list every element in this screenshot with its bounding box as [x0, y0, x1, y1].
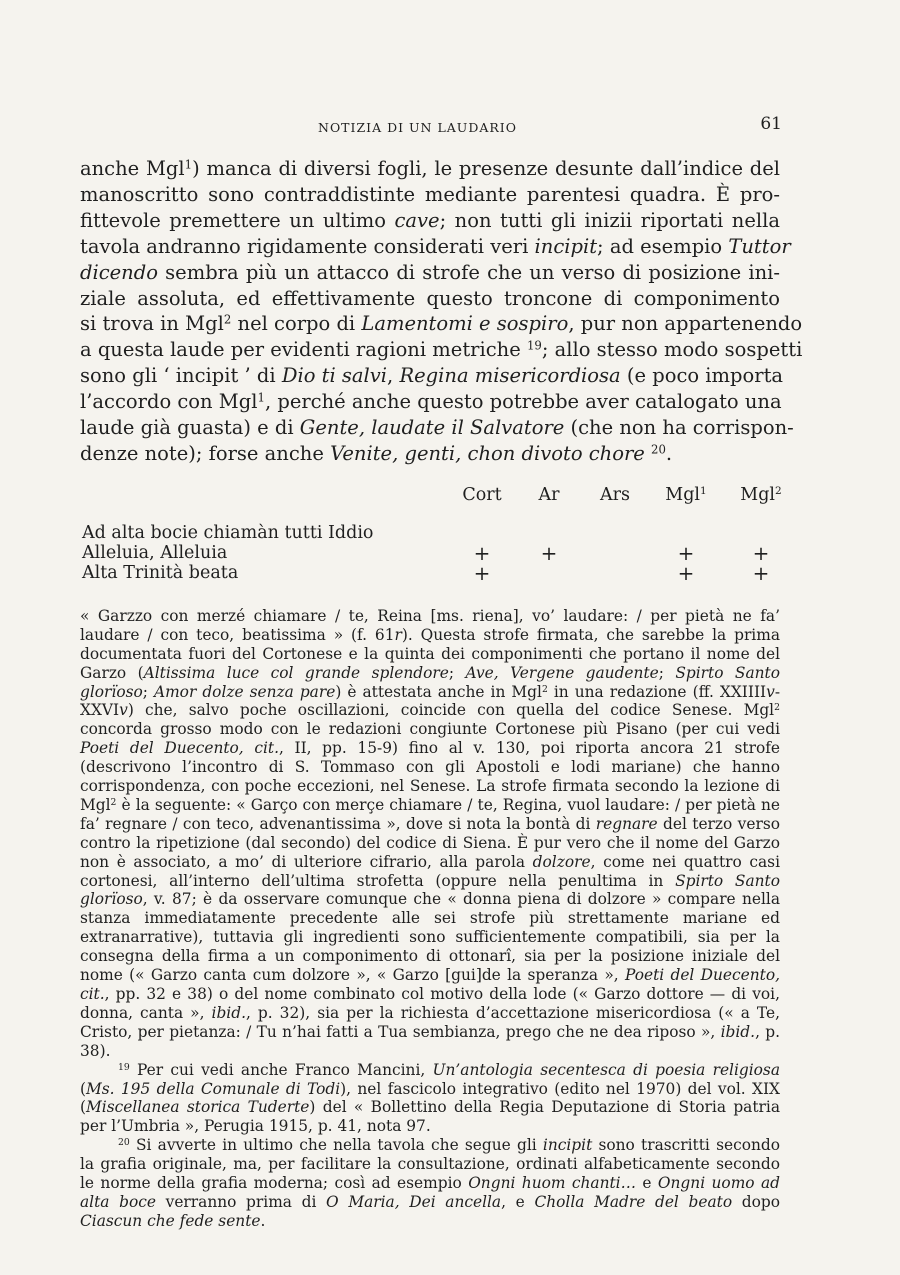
table-mark: + — [677, 540, 695, 565]
table-mark: + — [473, 540, 491, 565]
text-line: l’accordo con Mgl$^1$, perché anche questo potrebbe aver catalogato una — [80, 390, 782, 414]
running-title: NOTIZIA DI UN LAUDARIO — [318, 120, 517, 135]
page — [80, 112, 803, 1231]
table-row-label: Alleluia, Alleluia — [82, 542, 228, 563]
table-row-label: Alta Trinità beata — [82, 562, 239, 583]
incipit-table — [80, 479, 780, 599]
text-line: tavola andranno rigidamente considerati veri incipit; ad esempio Tuttor — [80, 234, 791, 258]
text-line: fittevole premettere un ultimo cave; non tutti gli inizii riportati nella — [80, 208, 780, 232]
text-line: si trova in Mgl$^2$ nel corpo di Lamentomi e sospiro, pur non appartenendo — [80, 312, 803, 336]
footnote-20: $^{20}$ Si avverte in ultimo che nella tavola che segue gli incipit sono trascritti secondo la grafia originale, ma, per facilitare la consultazione, ordinati alfabeticamente secondo le norme della grafia moderna; così ad esempio Ongni huom chanti… e Ongni uomo ad alta boce verranno prima di O Maria, Dei ancella, e Cholla Madre del beato dopo Ciascun che fede sente. — [80, 1136, 780, 1230]
footnote-19: $^{19}$ Per cui vedi anche Franco Mancini, Un’antologia secentesca di poesia religiosa (Ms. 195 della Comunale di Todi), nel fascicolo integrativo (edito nel 1970) del vol. XIX (Miscellanea storica Tuderte) del « Bollettino della Regia Deputazione di Storia patria per l’Umbria », Perugia 1915, p. 41, nota 97. — [80, 1060, 781, 1136]
col-header-mgl2: Mgl$^2$ — [740, 484, 782, 505]
table-mark: + — [540, 540, 558, 565]
col-header-ar: Ar — [538, 484, 560, 505]
text-line: anche Mgl$^1$) manca di diversi fogli, le presenze desunte dall’indice del — [80, 157, 780, 180]
body-paragraph — [80, 156, 803, 467]
footnotes — [80, 607, 780, 1231]
running-head — [80, 112, 780, 138]
text-line: denze note); forse anche Venite, genti, chon divoto chore $^{20}$. — [80, 441, 673, 465]
text-line: laude già guasta) e di Gente, laudate il Salvatore (che non ha corrispon- — [80, 416, 794, 440]
text-line: a questa laude per evidenti ragioni metriche $^{19}$; allo stesso modo sospetti — [80, 338, 803, 362]
table-row-label: Ad alta bocie chiamàn tutti Iddio — [82, 522, 374, 543]
page-number: 61 — [760, 114, 782, 134]
table-mark: + — [752, 540, 770, 565]
table-mark: + — [677, 560, 695, 585]
text-line: ziale assoluta, ed effettivamente questo troncone di componimento — [80, 286, 780, 310]
text-line: sono gli ‘ incipit ’ di Dio ti salvi, Regina misericordiosa (e poco importa — [80, 364, 784, 388]
col-header-ars: Ars — [600, 484, 630, 505]
footnote-continuation: « Garzzo con merzé chiamare / te, Reina [ms. riena], vo’ laudare: / per pietà ne fa’ laudare / con teco, beatissima » (f. 61r). Questa strofe firmata, che sarebbe la prima documentata fuori del Cortonese e la quinta dei componimenti che portano il nome del Garzo (Altissima luce col grande splendore; Ave, Vergene gaudente; Spirto Santo glorïoso; Amor dolze senza pare) è attestata anche in Mgl$^2$ in una redazione (ff. XXIIIIv-XXVIv) che, salvo poche oscillazioni, coincide con quella del codice Senese. Mgl$^2$ concorda grosso modo con le redazioni congiunte Cortonese più Pisano (per cui vedi Poeti del Duecento, cit., II, pp. 15-9) fino al v. 130, poi riporta ancora 21 strofe (descrivono l’incontro di S. Tommaso con gli Apostoli e lodi mariane) che hanno corrispondenza, con poche eccezioni, nel Senese. La strofe firmata secondo la lezione di Mgl$^2$ è la seguente: « Garço con merçe chiamare / te, Regina, vuol laudare: / per pietà ne fa’ regnare / con teco, advenantissima », dove si nota la bontà di regnare del terzo verso contro la ripetizione (dal secondo) del codice di Siena. È pur vero che il nome del Garzo non è associato, a mo’ di ulteriore cifrario, alla parola dolzore, come nei quattro casi cortonesi, all’interno dell’ultima strofetta (oppure nella penultima in Spirto Santo glorïoso, v. 87; è da osservare comunque che « donna piena di dolzore » compare nella stanza immediatamente precedente alle sei strofe più strettamente mariane ed extranarrative), tuttavia gli ingredienti sono sufficientemente compatibili, sia per la consegna della firma a un componimento di ottonarî, sia per la posizione iniziale del nome (« Garzo canta cum dolzore », « Garzo [gui]de la speranza », Poeti del Duecento, cit., pp. 32 e 38) o del nome combinato col motivo della lode (« Garzo dottore — di voi, donna, canta », ibid., p. 32), sia per la richiesta d’accettazione misericordiosa (« a Te, Cristo, per pietanza: / Tu n’hai fatti a Tua sembianza, prego che ne dea riposo », ibid., p. 38). — [80, 606, 781, 1060]
table-mark: + — [752, 560, 770, 585]
col-header-cort: Cort — [462, 484, 502, 505]
text-line: dicendo sembra più un attacco di strofe che un verso di posizione ini- — [80, 260, 780, 284]
col-header-mgl1: Mgl$^1$ — [665, 484, 707, 505]
table-mark: + — [473, 560, 491, 585]
text-line: manoscritto sono contraddistinte mediante parentesi quadra. È pro- — [80, 182, 780, 206]
